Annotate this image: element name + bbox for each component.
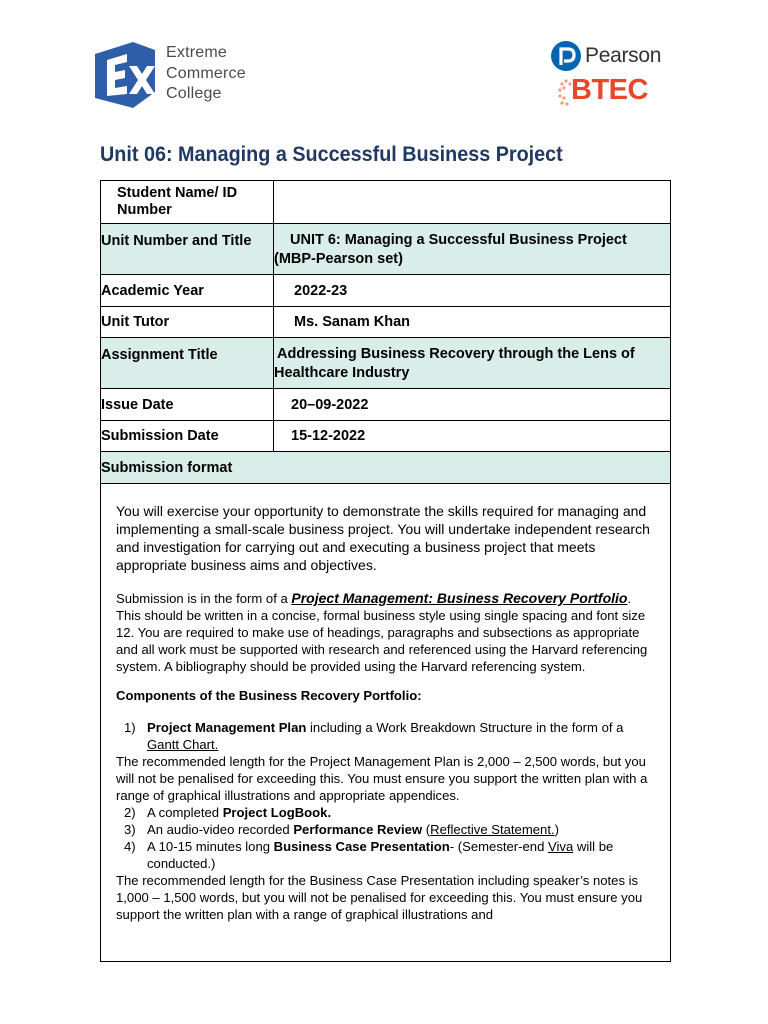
value-academic-year	[274, 275, 671, 307]
item-underlined: Gantt Chart.	[147, 737, 219, 752]
item-bold: Business Case Presentation	[273, 839, 450, 854]
label-submission-date: Submission Date	[101, 421, 274, 452]
item-text: including a Work Breakdown Structure in the form of a	[306, 720, 624, 735]
label-student-name: Student Name/ ID Number	[101, 181, 274, 224]
college-line-3: College	[166, 85, 222, 102]
table-row	[101, 421, 671, 452]
length-note-plan: The recommended length for the Project Management Plan is 2,000 – 2,500 words, but you will not be penalised for exceeding this. You must ensure you support the written plan with a range of graphical illustrations and appropriate appendices.	[116, 754, 648, 803]
page-title: Unit 06: Managing a Successful Business Project	[100, 142, 563, 166]
item-text: A 10-15 minutes long	[147, 839, 274, 854]
item-underlined: Viva	[548, 839, 574, 854]
submission-prefix: Submission is in the form of a	[116, 591, 292, 606]
issue-date-text: 20–09-2022	[291, 396, 369, 413]
item-number: 4)	[124, 839, 136, 854]
list-item	[116, 719, 656, 753]
intro-paragraph: You will exercise your opportunity to demonstrate the skills required for managing and implementing a small-scale business project. You will undertake independent research and investigation for carrying out and executing a business project that meets appropriate business aims and objectives.	[116, 503, 650, 573]
list-item	[116, 821, 656, 838]
submission-emphasis: Project Management: Business Recovery Portfolio	[291, 590, 628, 606]
table-row	[101, 275, 671, 307]
item-bold: Performance Review	[293, 822, 423, 837]
table-row	[101, 307, 671, 338]
label-academic-year: Academic Year	[101, 275, 274, 307]
value-unit-number	[274, 224, 671, 275]
item-text-2: - (Semester-end	[449, 839, 549, 854]
label-assignment-title: Assignment Title	[101, 338, 274, 389]
submission-date-text: 15-12-2022	[291, 428, 366, 444]
btec-wordmark: BTEC	[571, 74, 648, 106]
table-row	[101, 181, 671, 224]
college-line-1: Extreme	[166, 44, 227, 61]
item-paren-open: (	[422, 822, 431, 837]
value-assignment-title	[274, 338, 671, 389]
table-row	[101, 389, 671, 421]
submission-paragraph	[116, 590, 656, 675]
components-list-cont	[116, 804, 656, 872]
table-row	[101, 224, 671, 275]
label-unit-number: Unit Number and Title	[101, 224, 274, 275]
assignment-info-table	[100, 180, 671, 484]
value-submission-date	[274, 421, 671, 452]
item-number: 3)	[124, 822, 136, 837]
item-bold: Project Management Plan	[147, 720, 307, 735]
label-issue-date: Issue Date	[101, 389, 274, 421]
item-text: A completed	[147, 805, 223, 820]
college-name	[166, 43, 246, 105]
college-line-2: Commerce	[166, 64, 246, 82]
submission-rest: . This should be written in a concise, formal business style using single spacing and font size 12. You are required to make use of headings, paragraphs and subsections as appropriate and all work must be supported with research and referenced using the Harvard referencing system. A bibliography should be provided using the Harvard referencing system.	[116, 591, 648, 674]
pearson-wordmark: Pearson	[585, 44, 662, 67]
submission-format-content	[100, 484, 671, 962]
components-list	[116, 719, 656, 753]
value-issue-date	[274, 389, 671, 421]
item-paren-close: )	[554, 822, 559, 837]
label-unit-tutor: Unit Tutor	[101, 307, 274, 338]
components-heading: Components of the Business Recovery Portfolio:	[116, 688, 422, 703]
value-unit-tutor	[274, 307, 671, 338]
document-header	[0, 0, 768, 130]
label-submission-format: Submission format	[101, 452, 671, 484]
item-text: An audio-video recorded	[147, 822, 294, 837]
table-row	[101, 338, 671, 389]
item-number: 1)	[124, 720, 136, 735]
table-row	[101, 452, 671, 484]
item-text-3: will be conducted.)	[147, 839, 614, 871]
submission-format-text	[116, 502, 656, 923]
list-item	[116, 838, 656, 872]
unit-tutor-text: Ms. Sanam Khan	[294, 314, 411, 330]
academic-year-text: 2022-23	[294, 282, 348, 299]
item-underlined: Reflective Statement.	[430, 822, 555, 837]
unit-number-text: UNIT 6: Managing a Successful Business Project (MBP-Pearson set)	[274, 232, 627, 267]
length-note-presentation: The recommended length for the Business Case Presentation including speaker’s notes is 1,000 – 1,500 words, but you will not be penalised for exceeding this. You must ensure you support the written plan with a range of graphical illustrations and	[116, 873, 643, 922]
value-student-name[interactable]	[274, 181, 671, 224]
item-number: 2)	[124, 805, 136, 820]
list-item	[116, 804, 656, 821]
item-bold: Project LogBook.	[222, 805, 332, 820]
assignment-title-text: Addressing Business Recovery through the Lens of Healthcare Industry	[274, 346, 635, 381]
